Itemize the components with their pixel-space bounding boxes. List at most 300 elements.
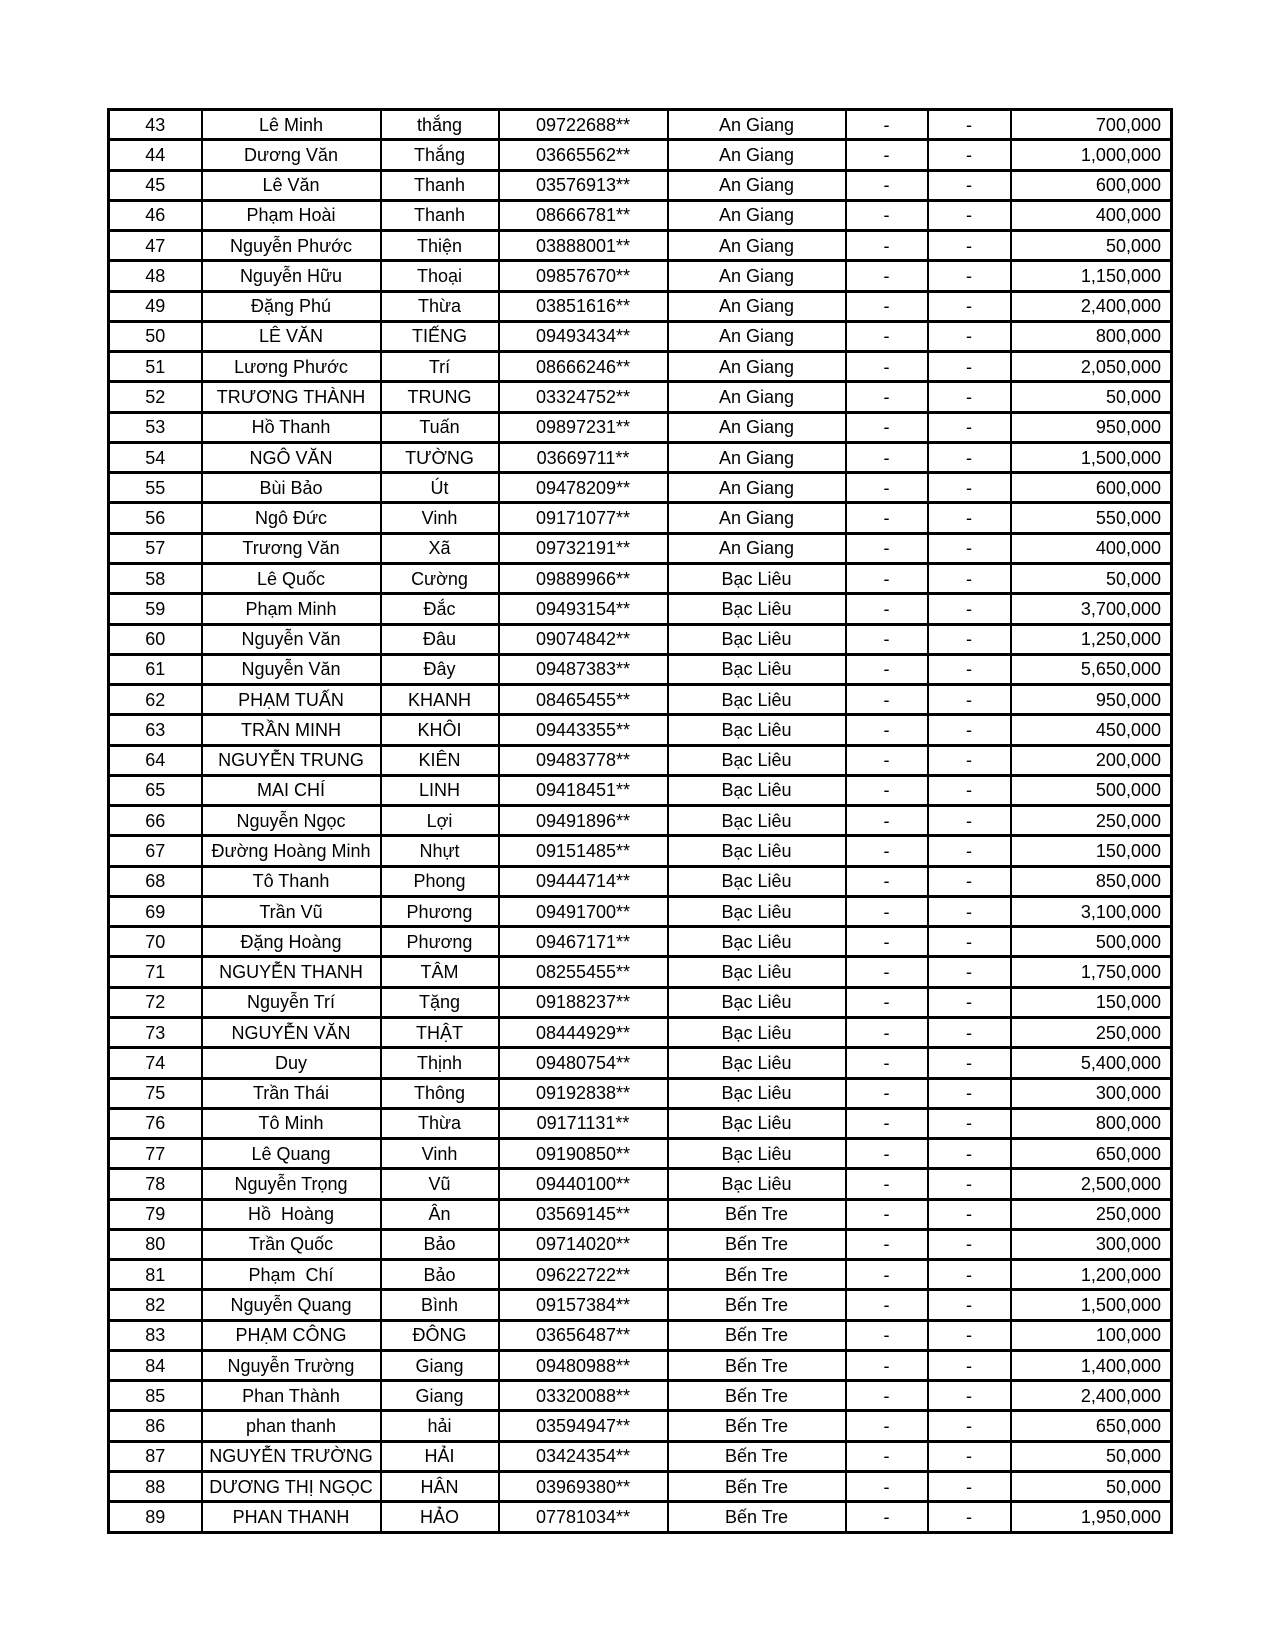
table-row — [109, 1260, 1172, 1290]
cell-row-number: 81 — [109, 1260, 202, 1290]
cell-row-number: 61 — [109, 654, 202, 684]
cell-given-name: Vũ — [381, 1169, 499, 1199]
cell-first-middle-name: Nguyễn Ngọc — [202, 806, 381, 836]
cell-first-middle-name: Nguyễn Trọng — [202, 1169, 381, 1199]
cell-dash-1: - — [846, 927, 928, 957]
cell-amount: 250,000 — [1011, 806, 1172, 836]
cell-first-middle-name: NGUYỄN TRƯỜNG — [202, 1441, 381, 1471]
cell-dash-2: - — [928, 1199, 1011, 1229]
table-row — [109, 1441, 1172, 1471]
cell-given-name: Thịnh — [381, 1048, 499, 1078]
cell-dash-1: - — [846, 836, 928, 866]
cell-dash-2: - — [928, 1381, 1011, 1411]
cell-row-number: 67 — [109, 836, 202, 866]
cell-province: An Giang — [668, 291, 846, 321]
cell-dash-2: - — [928, 291, 1011, 321]
cell-phone-masked: 09732191** — [499, 533, 668, 563]
table-row — [109, 382, 1172, 412]
cell-first-middle-name: LÊ VĂN — [202, 321, 381, 351]
cell-row-number: 56 — [109, 503, 202, 533]
cell-first-middle-name: DƯƠNG THỊ NGỌC — [202, 1471, 381, 1501]
cell-amount: 2,400,000 — [1011, 1381, 1172, 1411]
cell-row-number: 60 — [109, 624, 202, 654]
cell-dash-1: - — [846, 1290, 928, 1320]
cell-first-middle-name: Hồ Hoàng — [202, 1199, 381, 1229]
cell-amount: 3,100,000 — [1011, 896, 1172, 926]
cell-phone-masked: 09622722** — [499, 1260, 668, 1290]
cell-amount: 500,000 — [1011, 927, 1172, 957]
cell-dash-2: - — [928, 533, 1011, 563]
table-row — [109, 685, 1172, 715]
cell-first-middle-name: Lương Phước — [202, 352, 381, 382]
table-row — [109, 927, 1172, 957]
cell-dash-2: - — [928, 1017, 1011, 1047]
cell-dash-2: - — [928, 1108, 1011, 1138]
cell-first-middle-name: Nguyễn Văn — [202, 624, 381, 654]
cell-dash-1: - — [846, 594, 928, 624]
cell-first-middle-name: NGUYỄN TRUNG — [202, 745, 381, 775]
cell-dash-1: - — [846, 1471, 928, 1501]
cell-province: Bạc Liêu — [668, 1139, 846, 1169]
cell-amount: 1,250,000 — [1011, 624, 1172, 654]
cell-amount: 1,400,000 — [1011, 1350, 1172, 1380]
cell-given-name: Bình — [381, 1290, 499, 1320]
cell-dash-2: - — [928, 412, 1011, 442]
cell-province: Bến Tre — [668, 1320, 846, 1350]
cell-row-number: 88 — [109, 1471, 202, 1501]
table-row — [109, 1471, 1172, 1501]
cell-dash-1: - — [846, 563, 928, 593]
cell-first-middle-name: Nguyễn Văn — [202, 654, 381, 684]
cell-first-middle-name: Phan Thành — [202, 1381, 381, 1411]
cell-first-middle-name: Duy — [202, 1048, 381, 1078]
cell-phone-masked: 09889966** — [499, 563, 668, 593]
cell-dash-2: - — [928, 231, 1011, 261]
cell-amount: 50,000 — [1011, 1441, 1172, 1471]
cell-first-middle-name: NGÔ VĂN — [202, 442, 381, 472]
cell-dash-1: - — [846, 1229, 928, 1259]
cell-dash-2: - — [928, 957, 1011, 987]
cell-dash-1: - — [846, 382, 928, 412]
table-row — [109, 170, 1172, 200]
cell-given-name: HẢO — [381, 1502, 499, 1533]
cell-dash-1: - — [846, 231, 928, 261]
cell-given-name: TRUNG — [381, 382, 499, 412]
cell-dash-1: - — [846, 442, 928, 472]
cell-amount: 50,000 — [1011, 231, 1172, 261]
cell-province: An Giang — [668, 321, 846, 351]
cell-amount: 800,000 — [1011, 1108, 1172, 1138]
cell-row-number: 57 — [109, 533, 202, 563]
cell-province: An Giang — [668, 442, 846, 472]
cell-amount: 50,000 — [1011, 1471, 1172, 1501]
cell-phone-masked: 03569145** — [499, 1199, 668, 1229]
cell-given-name: Cường — [381, 563, 499, 593]
cell-first-middle-name: Phạm Minh — [202, 594, 381, 624]
cell-phone-masked: 03656487** — [499, 1320, 668, 1350]
cell-row-number: 47 — [109, 231, 202, 261]
cell-row-number: 70 — [109, 927, 202, 957]
cell-dash-2: - — [928, 987, 1011, 1017]
cell-first-middle-name: Đường Hoàng Minh — [202, 836, 381, 866]
cell-amount: 550,000 — [1011, 503, 1172, 533]
cell-province: Bến Tre — [668, 1199, 846, 1229]
cell-phone-masked: 08255455** — [499, 957, 668, 987]
cell-dash-2: - — [928, 261, 1011, 291]
cell-row-number: 53 — [109, 412, 202, 442]
cell-province: Bến Tre — [668, 1381, 846, 1411]
cell-dash-2: - — [928, 806, 1011, 836]
cell-row-number: 75 — [109, 1078, 202, 1108]
cell-dash-1: - — [846, 775, 928, 805]
cell-phone-masked: 09157384** — [499, 1290, 668, 1320]
table-row — [109, 200, 1172, 230]
cell-given-name: Ân — [381, 1199, 499, 1229]
cell-first-middle-name: Lê Quốc — [202, 563, 381, 593]
cell-row-number: 58 — [109, 563, 202, 593]
cell-phone-masked: 09487383** — [499, 654, 668, 684]
table-row — [109, 1502, 1172, 1533]
table-row — [109, 473, 1172, 503]
cell-amount: 1,500,000 — [1011, 1290, 1172, 1320]
cell-dash-1: - — [846, 1108, 928, 1138]
cell-phone-masked: 03969380** — [499, 1471, 668, 1501]
cell-first-middle-name: phan thanh — [202, 1411, 381, 1441]
cell-row-number: 82 — [109, 1290, 202, 1320]
cell-province: Bến Tre — [668, 1502, 846, 1533]
cell-first-middle-name: Ngô Đức — [202, 503, 381, 533]
cell-given-name: thắng — [381, 110, 499, 140]
cell-row-number: 49 — [109, 291, 202, 321]
cell-first-middle-name: Lê Quang — [202, 1139, 381, 1169]
cell-dash-1: - — [846, 140, 928, 170]
table-row — [109, 291, 1172, 321]
table-row — [109, 1139, 1172, 1169]
cell-province: Bạc Liêu — [668, 1169, 846, 1199]
cell-given-name: TIẾNG — [381, 321, 499, 351]
cell-province: An Giang — [668, 473, 846, 503]
cell-amount: 250,000 — [1011, 1199, 1172, 1229]
cell-phone-masked: 09714020** — [499, 1229, 668, 1259]
cell-row-number: 65 — [109, 775, 202, 805]
table-row — [109, 412, 1172, 442]
cell-given-name: Tặng — [381, 987, 499, 1017]
cell-phone-masked: 09192838** — [499, 1078, 668, 1108]
cell-given-name: Bảo — [381, 1229, 499, 1259]
table-row — [109, 442, 1172, 472]
table-row — [109, 987, 1172, 1017]
cell-dash-1: - — [846, 1381, 928, 1411]
cell-amount: 150,000 — [1011, 987, 1172, 1017]
table-row — [109, 896, 1172, 926]
cell-amount: 2,050,000 — [1011, 352, 1172, 382]
cell-given-name: Thoại — [381, 261, 499, 291]
table-row — [109, 533, 1172, 563]
cell-dash-2: - — [928, 594, 1011, 624]
table-row — [109, 654, 1172, 684]
cell-row-number: 84 — [109, 1350, 202, 1380]
cell-amount: 250,000 — [1011, 1017, 1172, 1047]
table-row — [109, 594, 1172, 624]
cell-phone-masked: 09440100** — [499, 1169, 668, 1199]
cell-dash-1: - — [846, 866, 928, 896]
cell-given-name: Xã — [381, 533, 499, 563]
cell-dash-2: - — [928, 200, 1011, 230]
cell-amount: 5,400,000 — [1011, 1048, 1172, 1078]
cell-first-middle-name: Dương Văn — [202, 140, 381, 170]
cell-dash-2: - — [928, 140, 1011, 170]
cell-province: Bạc Liêu — [668, 1017, 846, 1047]
cell-dash-1: - — [846, 1017, 928, 1047]
cell-dash-2: - — [928, 473, 1011, 503]
cell-given-name: TÂM — [381, 957, 499, 987]
cell-phone-masked: 09190850** — [499, 1139, 668, 1169]
cell-phone-masked: 03665562** — [499, 140, 668, 170]
cell-row-number: 50 — [109, 321, 202, 351]
cell-first-middle-name: TRẦN MINH — [202, 715, 381, 745]
cell-dash-1: - — [846, 1320, 928, 1350]
cell-row-number: 63 — [109, 715, 202, 745]
cell-amount: 1,500,000 — [1011, 442, 1172, 472]
cell-first-middle-name: Phạm Hoài — [202, 200, 381, 230]
cell-amount: 400,000 — [1011, 533, 1172, 563]
cell-row-number: 89 — [109, 1502, 202, 1533]
cell-given-name: KHANH — [381, 685, 499, 715]
cell-province: An Giang — [668, 412, 846, 442]
donor-table-body — [109, 110, 1172, 1533]
cell-dash-1: - — [846, 503, 928, 533]
cell-dash-1: - — [846, 533, 928, 563]
cell-row-number: 74 — [109, 1048, 202, 1078]
cell-dash-2: - — [928, 654, 1011, 684]
cell-row-number: 71 — [109, 957, 202, 987]
cell-phone-masked: 03888001** — [499, 231, 668, 261]
cell-dash-2: - — [928, 745, 1011, 775]
cell-province: An Giang — [668, 231, 846, 261]
table-row — [109, 1169, 1172, 1199]
cell-dash-1: - — [846, 1441, 928, 1471]
cell-amount: 700,000 — [1011, 110, 1172, 140]
cell-dash-1: - — [846, 1260, 928, 1290]
cell-given-name: Thanh — [381, 170, 499, 200]
table-row — [109, 1078, 1172, 1108]
cell-amount: 5,650,000 — [1011, 654, 1172, 684]
cell-row-number: 48 — [109, 261, 202, 291]
cell-dash-2: - — [928, 352, 1011, 382]
cell-row-number: 86 — [109, 1411, 202, 1441]
cell-amount: 300,000 — [1011, 1078, 1172, 1108]
cell-first-middle-name: Tô Minh — [202, 1108, 381, 1138]
cell-province: An Giang — [668, 110, 846, 140]
cell-dash-2: - — [928, 1320, 1011, 1350]
cell-row-number: 45 — [109, 170, 202, 200]
cell-given-name: Vinh — [381, 503, 499, 533]
cell-dash-1: - — [846, 987, 928, 1017]
cell-first-middle-name: Trần Vũ — [202, 896, 381, 926]
cell-phone-masked: 09188237** — [499, 987, 668, 1017]
table-row — [109, 957, 1172, 987]
table-row — [109, 1199, 1172, 1229]
cell-dash-2: - — [928, 1260, 1011, 1290]
cell-dash-2: - — [928, 382, 1011, 412]
cell-given-name: Phong — [381, 866, 499, 896]
cell-amount: 400,000 — [1011, 200, 1172, 230]
cell-phone-masked: 08666246** — [499, 352, 668, 382]
cell-dash-1: - — [846, 1169, 928, 1199]
cell-given-name: Lợi — [381, 806, 499, 836]
cell-phone-masked: 03851616** — [499, 291, 668, 321]
cell-province: Bạc Liêu — [668, 775, 846, 805]
cell-province: Bến Tre — [668, 1411, 846, 1441]
table-row — [109, 745, 1172, 775]
cell-province: Bạc Liêu — [668, 745, 846, 775]
cell-province: Bạc Liêu — [668, 624, 846, 654]
cell-province: An Giang — [668, 261, 846, 291]
cell-phone-masked: 03669711** — [499, 442, 668, 472]
cell-amount: 650,000 — [1011, 1411, 1172, 1441]
cell-dash-1: - — [846, 896, 928, 926]
cell-dash-2: - — [928, 321, 1011, 351]
cell-amount: 2,500,000 — [1011, 1169, 1172, 1199]
cell-phone-masked: 08465455** — [499, 685, 668, 715]
table-row — [109, 806, 1172, 836]
cell-given-name: Nhựt — [381, 836, 499, 866]
cell-phone-masked: 09443355** — [499, 715, 668, 745]
cell-province: An Giang — [668, 352, 846, 382]
cell-phone-masked: 07781034** — [499, 1502, 668, 1533]
cell-phone-masked: 03576913** — [499, 170, 668, 200]
cell-first-middle-name: Nguyễn Trường — [202, 1350, 381, 1380]
cell-dash-1: - — [846, 1350, 928, 1380]
cell-first-middle-name: TRƯƠNG THÀNH — [202, 382, 381, 412]
cell-phone-masked: 09722688** — [499, 110, 668, 140]
cell-dash-2: - — [928, 1169, 1011, 1199]
cell-given-name: Thừa — [381, 1108, 499, 1138]
cell-first-middle-name: MAI CHÍ — [202, 775, 381, 805]
cell-province: Bạc Liêu — [668, 927, 846, 957]
table-row — [109, 1381, 1172, 1411]
cell-amount: 950,000 — [1011, 685, 1172, 715]
cell-dash-2: - — [928, 624, 1011, 654]
cell-given-name: Đâu — [381, 624, 499, 654]
cell-amount: 1,750,000 — [1011, 957, 1172, 987]
cell-province: Bạc Liêu — [668, 685, 846, 715]
cell-first-middle-name: Lê Văn — [202, 170, 381, 200]
cell-dash-2: - — [928, 1290, 1011, 1320]
cell-given-name: Vinh — [381, 1139, 499, 1169]
cell-phone-masked: 09151485** — [499, 836, 668, 866]
cell-province: Bến Tre — [668, 1260, 846, 1290]
cell-amount: 50,000 — [1011, 382, 1172, 412]
cell-phone-masked: 09467171** — [499, 927, 668, 957]
cell-row-number: 66 — [109, 806, 202, 836]
cell-province: Bạc Liêu — [668, 563, 846, 593]
cell-given-name: Thiện — [381, 231, 499, 261]
cell-province: An Giang — [668, 503, 846, 533]
cell-row-number: 83 — [109, 1320, 202, 1350]
cell-phone-masked: 09483778** — [499, 745, 668, 775]
cell-dash-1: - — [846, 745, 928, 775]
cell-amount: 800,000 — [1011, 321, 1172, 351]
cell-province: An Giang — [668, 533, 846, 563]
cell-amount: 150,000 — [1011, 836, 1172, 866]
table-row — [109, 775, 1172, 805]
cell-dash-2: - — [928, 896, 1011, 926]
cell-first-middle-name: NGUYỄN VĂN — [202, 1017, 381, 1047]
cell-province: An Giang — [668, 170, 846, 200]
table-row — [109, 321, 1172, 351]
cell-row-number: 80 — [109, 1229, 202, 1259]
cell-phone-masked: 09171077** — [499, 503, 668, 533]
cell-dash-1: - — [846, 1048, 928, 1078]
cell-dash-2: - — [928, 503, 1011, 533]
cell-first-middle-name: PHAN THANH — [202, 1502, 381, 1533]
cell-amount: 500,000 — [1011, 775, 1172, 805]
cell-province: Bạc Liêu — [668, 896, 846, 926]
cell-province: Bạc Liêu — [668, 957, 846, 987]
cell-dash-1: - — [846, 473, 928, 503]
cell-given-name: Đắc — [381, 594, 499, 624]
cell-province: Bạc Liêu — [668, 806, 846, 836]
table-row — [109, 231, 1172, 261]
cell-first-middle-name: Nguyễn Hữu — [202, 261, 381, 291]
cell-first-middle-name: Đặng Hoàng — [202, 927, 381, 957]
cell-phone-masked: 09493154** — [499, 594, 668, 624]
cell-given-name: Thanh — [381, 200, 499, 230]
cell-dash-2: - — [928, 1350, 1011, 1380]
cell-dash-1: - — [846, 321, 928, 351]
table-row — [109, 1350, 1172, 1380]
cell-province: Bến Tre — [668, 1290, 846, 1320]
cell-dash-2: - — [928, 1411, 1011, 1441]
cell-first-middle-name: Tô Thanh — [202, 866, 381, 896]
cell-row-number: 43 — [109, 110, 202, 140]
cell-dash-1: - — [846, 412, 928, 442]
cell-first-middle-name: Lê Minh — [202, 110, 381, 140]
cell-given-name: Đây — [381, 654, 499, 684]
cell-row-number: 85 — [109, 1381, 202, 1411]
cell-province: Bến Tre — [668, 1229, 846, 1259]
cell-given-name: HẢI — [381, 1441, 499, 1471]
table-row — [109, 1411, 1172, 1441]
cell-amount: 1,150,000 — [1011, 261, 1172, 291]
cell-dash-2: - — [928, 170, 1011, 200]
cell-phone-masked: 09478209** — [499, 473, 668, 503]
cell-first-middle-name: Nguyễn Trí — [202, 987, 381, 1017]
table-row — [109, 1017, 1172, 1047]
cell-phone-masked: 09491896** — [499, 806, 668, 836]
cell-amount: 3,700,000 — [1011, 594, 1172, 624]
cell-dash-1: - — [846, 1411, 928, 1441]
cell-given-name: THẬT — [381, 1017, 499, 1047]
cell-first-middle-name: Trần Quốc — [202, 1229, 381, 1259]
cell-first-middle-name: Hồ Thanh — [202, 412, 381, 442]
cell-dash-1: - — [846, 291, 928, 321]
cell-dash-1: - — [846, 170, 928, 200]
cell-province: Bạc Liêu — [668, 1048, 846, 1078]
cell-amount: 2,400,000 — [1011, 291, 1172, 321]
cell-row-number: 59 — [109, 594, 202, 624]
table-row — [109, 866, 1172, 896]
cell-given-name: Bảo — [381, 1260, 499, 1290]
cell-given-name: Thắng — [381, 140, 499, 170]
cell-province: Bạc Liêu — [668, 1078, 846, 1108]
cell-row-number: 79 — [109, 1199, 202, 1229]
cell-dash-2: - — [928, 1078, 1011, 1108]
cell-dash-1: - — [846, 624, 928, 654]
cell-row-number: 44 — [109, 140, 202, 170]
cell-province: Bạc Liêu — [668, 654, 846, 684]
